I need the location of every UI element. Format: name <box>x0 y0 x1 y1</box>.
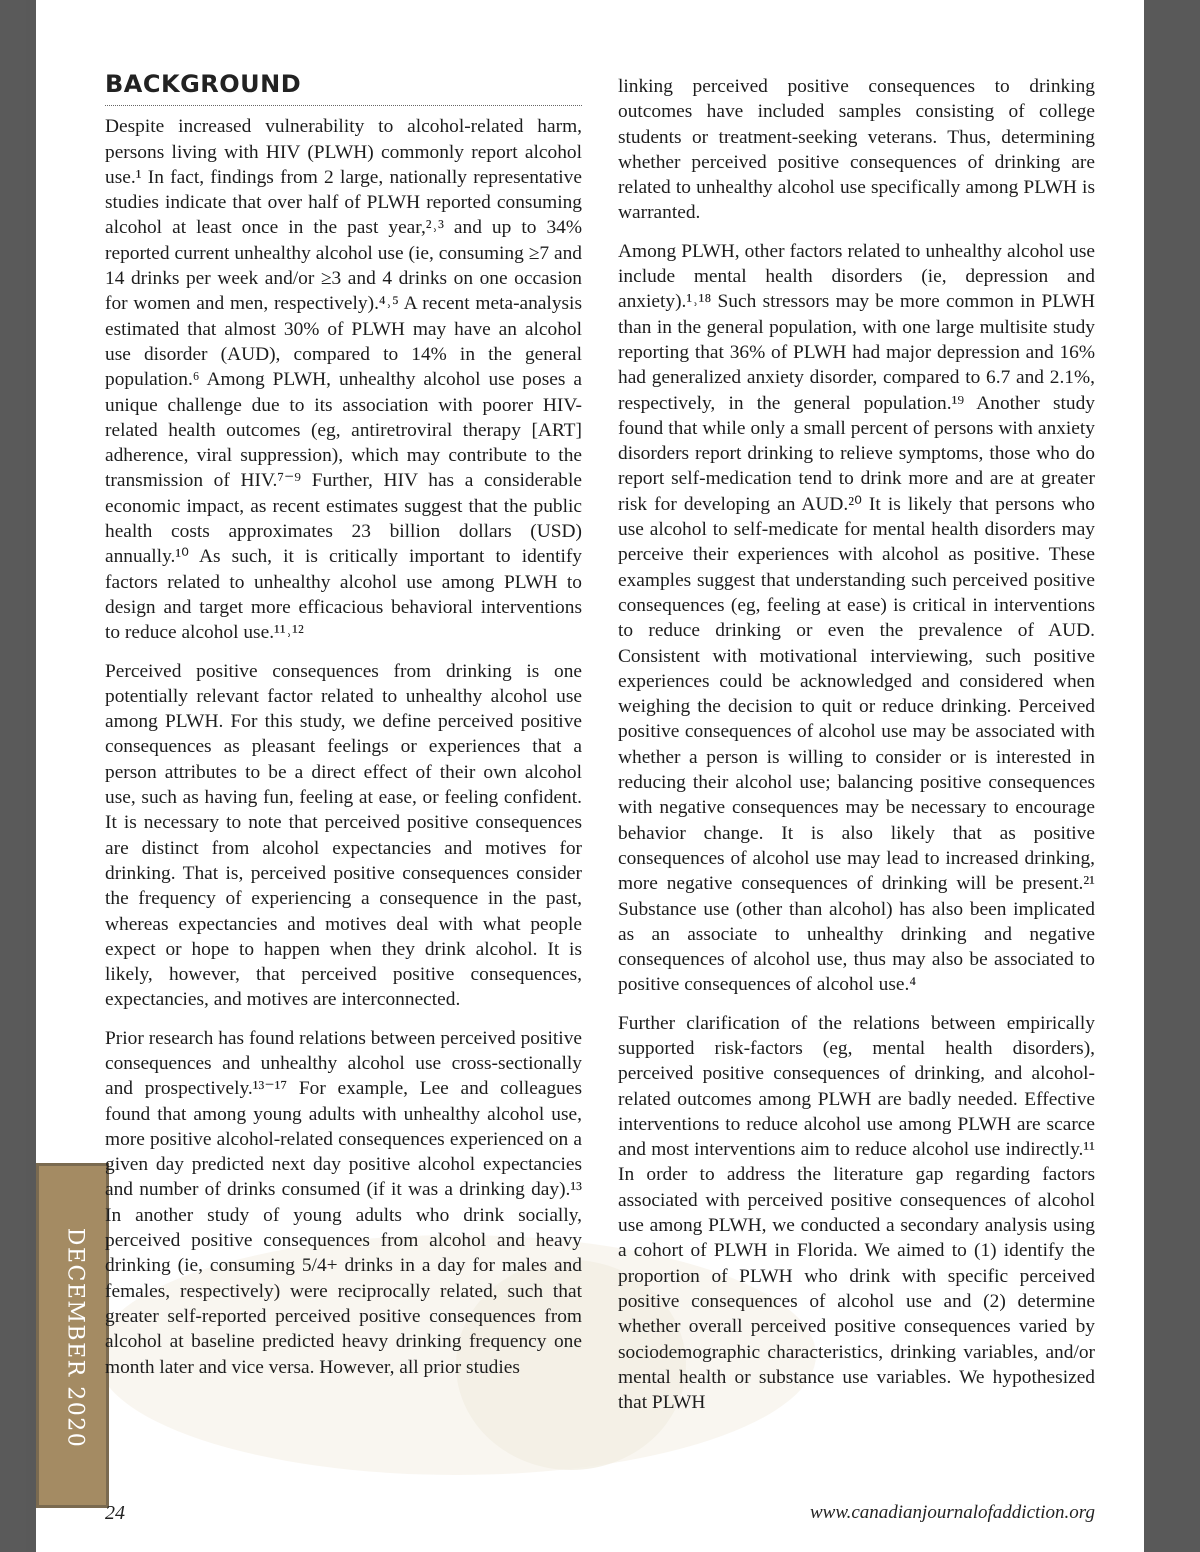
right-margin-bar <box>1144 0 1200 1552</box>
right-text-column <box>618 74 1095 1428</box>
paragraph: Despite increased vulnerability to alcohol-related harm, persons living with HIV (PLWH) commonly report alcohol use.¹ In fact, findings from 2 large, nationally representative studies indicate that over half of PLWH reported consuming alcohol at least once in the past year,²˒³ and up to 34% reported current unhealthy alcohol use (ie, consuming ≥7 and 14 drinks per week and/or ≥3 and 4 drinks on one occasion for women and men, respectively).⁴˒⁵ A recent meta-analysis estimated that almost 30% of PLWH may have an alcohol use disorder (AUD), compared to 14% in the general population.⁶ Among PLWH, unhealthy alcohol use poses a unique challenge due to its association with poorer HIV-related health outcomes (eg, antiretroviral therapy [ART] adherence, viral suppression), which may contribute to the transmission of HIV.⁷⁻⁹ Further, HIV has a considerable economic impact, as recent estimates suggest that the public health costs approximates 23 billion dollars (USD) annually.¹⁰ As such, it is critically important to identify factors related to unhealthy alcohol use among PLWH to design and target more efficacious behavioral interventions to reduce alcohol use.¹¹˒¹² <box>105 116 582 644</box>
paragraph: Prior research has found relations between perceived positive consequences and unhealthy alcohol use cross-sectionally and prospectively.¹³⁻¹⁷ For example, Lee and colleagues found that among young adults with unhealthy alcohol use, more positive alcohol-related consequences experienced on a given day predicted next day positive alcohol expectancies and number of drinks consumed (if it was a drinking day).¹³ In another study of young adults who drink socially, perceived positive consequences from alcohol and heavy drinking (ie, consuming 5/4+ drinks in a day for males and females, respectively) were reciprocally related, such that greater self-reported perceived positive consequences from alcohol at baseline predicted heavy drinking frequency one month later and vice versa. However, all prior studies <box>105 1027 582 1378</box>
issue-date-tab <box>36 1163 109 1508</box>
paragraph: Among PLWH, other factors related to unhealthy alcohol use include mental health disorders (ie, depression and anxiety).¹˒¹⁸ Such stressors may be more common in PLWH than in the general population, with one large multisite study reporting that 36% of PLWH had major depression and 16% had generalized anxiety disorder, compared to 6.7 and 2.1%, respectively, in the general population.¹⁹ Another study found that while only a small percent of persons with anxiety disorders report drinking to relieve symptoms, those who do report self-medication tend to drink more and are at greater risk for developing an AUD.²⁰ It is likely that persons who use alcohol to self-medicate for mental health disorders may perceive their experiences with alcohol as positive. These examples suggest that understanding such perceived positive consequences (eg, feeling at ease) is critical in interventions to reduce drinking or even the prevalence of AUD. Consistent with motivational interviewing, such positive experiences could be acknowledged and considered when weighing the decision to quit or reduce drinking. Perceived positive consequences of alcohol use may be associated with whether a person is willing to consider or is interested in reducing their alcohol use; balancing positive consequences with negative consequences may be necessary to encourage behavior change. It is also likely that as positive consequences of alcohol use may lead to increased drinking, more negative consequences of drinking will be present.²¹ Substance use (other than alcohol) has also been implicated as an associate to unhealthy drinking and negative consequences of alcohol use, thus may also be associated to positive consequences of alcohol use.⁴ <box>618 240 1095 996</box>
left-text-column <box>105 70 582 1393</box>
paragraph: linking perceived positive consequences to drinking outcomes have included samples consisting of college students or treatment-seeking veterans. Thus, determining whether perceived positive consequences of drinking are related to unhealthy alcohol use specifically among PLWH is warranted. <box>618 76 1095 224</box>
paragraph: Perceived positive consequences from drinking is one potentially relevant factor related to unhealthy alcohol use among PLWH. For this study, we define perceived positive consequences as pleasant feelings or experiences that a person attributes to be a direct effect of their own alcohol use, such as having fun, feeling at ease, or feeling confident. It is necessary to note that perceived positive consequences are distinct from alcohol expectancies and motives for drinking. That is, perceived positive consequences consider the frequency of experiencing a consequence in the past, whereas expectancies and motives deal with what people expect or hope to happen when they drink alcohol. It is likely, however, that perceived positive consequences, expectancies, and motives are interconnected. <box>105 660 582 1011</box>
journal-url[interactable]: www.canadianjournalofaddiction.org <box>809 1502 1095 1523</box>
paragraph: Further clarification of the relations between empirically supported risk-factors (eg, mental health disorders), perceived positive consequences of drinking, and alcohol-related outcomes among PLWH are badly needed. Effective interventions to reduce alcohol use among PLWH are scarce and most interventions aim to reduce alcohol use indirectly.¹¹ In order to address the literature gap regarding factors associated with perceived positive consequences of alcohol use among PLWH, we conducted a secondary analysis using a cohort of PLWH in Florida. We aimed to (1) identify the proportion of PLWH who drink with specific perceived positive consequences of alcohol use and (2) determine whether overall perceived positive consequences varied by sociodemographic characteristics, drinking variables, and/or mental health or substance use variables. We hypothesized that PLWH <box>618 1012 1095 1414</box>
left-margin-bar <box>0 0 26 1552</box>
section-heading: BACKGROUND <box>105 70 582 106</box>
issue-date-label: DECEMBER 2020 <box>62 1227 88 1449</box>
page-number: 24 <box>105 1502 125 1524</box>
